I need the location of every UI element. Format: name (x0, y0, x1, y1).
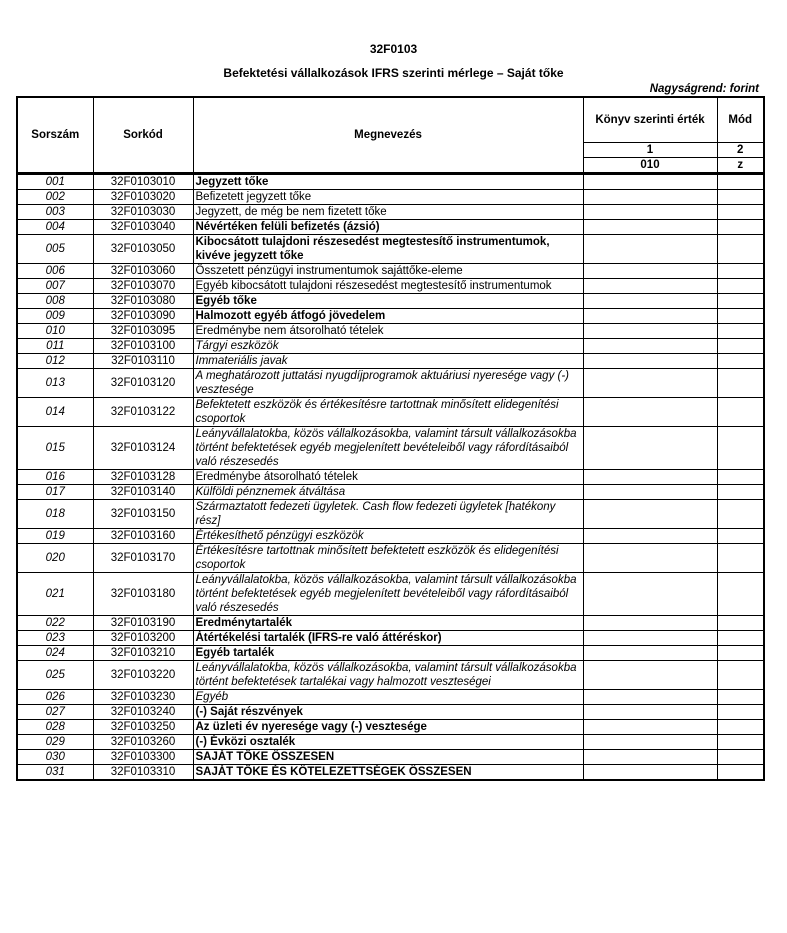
row-name: Az üzleti év nyeresége vagy (-) vesztesége (193, 720, 583, 735)
table-row (17, 529, 764, 544)
row-code: 32F0103050 (93, 235, 193, 264)
row-number: 016 (17, 470, 93, 485)
value-cell-mod[interactable] (717, 264, 764, 279)
value-cell-mod[interactable] (717, 616, 764, 631)
row-number: 029 (17, 735, 93, 750)
table-row (17, 398, 764, 427)
row-code: 32F0103260 (93, 735, 193, 750)
row-code: 32F0103140 (93, 485, 193, 500)
value-cell-mod[interactable] (717, 398, 764, 427)
row-number: 008 (17, 294, 93, 309)
table-row (17, 646, 764, 661)
value-cell-konyv[interactable] (583, 279, 717, 294)
table-row (17, 690, 764, 705)
value-cell-konyv[interactable] (583, 190, 717, 205)
table-row (17, 616, 764, 631)
row-name: Leányvállalatokba, közös vállalkozásokba, valamint társult vállalkozásokba történt befektetések egyéb megjelenített bevételeiből vagy ráfordításaiból való részesedés (193, 573, 583, 616)
row-name: Származtatott fedezeti ügyletek. Cash flow fedezeti ügyletek [hatékony rész] (193, 500, 583, 529)
value-cell-konyv[interactable] (583, 750, 717, 765)
row-code: 32F0103150 (93, 500, 193, 529)
row-code: 32F0103210 (93, 646, 193, 661)
col-header-konyv: Könyv szerinti érték (583, 97, 717, 143)
value-cell-mod[interactable] (717, 735, 764, 750)
row-name: Leányvállalatokba, közös vállalkozásokba, valamint társult vállalkozásokba történt befektetések egyéb megjelenített bevételeiből vagy ráfordításaiból való részesedés (193, 427, 583, 470)
row-number: 015 (17, 427, 93, 470)
table-row (17, 427, 764, 470)
table-row (17, 573, 764, 616)
value-cell-mod[interactable] (717, 720, 764, 735)
unit-label: Nagyságrend: forint (649, 83, 759, 95)
value-cell-konyv[interactable] (583, 735, 717, 750)
value-cell-mod[interactable] (717, 339, 764, 354)
value-cell-konyv[interactable] (583, 369, 717, 398)
value-cell-konyv[interactable] (583, 354, 717, 369)
value-cell-konyv[interactable] (583, 398, 717, 427)
value-cell-konyv[interactable] (583, 235, 717, 264)
value-cell-konyv[interactable] (583, 661, 717, 690)
value-cell-mod[interactable] (717, 294, 764, 309)
value-cell-konyv[interactable] (583, 500, 717, 529)
col-code-konyv: 010 (583, 158, 717, 174)
row-name: Leányvállalatokba, közös vállalkozásokba, valamint társult vállalkozásokba történt befektetések tartalékai vagy halmozott veszteségei (193, 661, 583, 690)
row-name: Eredménybe nem átsorolható tételek (193, 324, 583, 339)
value-cell-mod[interactable] (717, 646, 764, 661)
row-code: 32F0103040 (93, 220, 193, 235)
row-number: 014 (17, 398, 93, 427)
value-cell-konyv[interactable] (583, 616, 717, 631)
table-row (17, 264, 764, 279)
row-code: 32F0103180 (93, 573, 193, 616)
col-header-megnevezes: Megnevezés (193, 97, 583, 174)
value-cell-mod[interactable] (717, 661, 764, 690)
row-code: 32F0103230 (93, 690, 193, 705)
table-row (17, 190, 764, 205)
value-cell-mod[interactable] (717, 324, 764, 339)
table-row (17, 309, 764, 324)
row-code: 32F0103095 (93, 324, 193, 339)
value-cell-mod[interactable] (717, 205, 764, 220)
value-cell-konyv[interactable] (583, 529, 717, 544)
value-cell-mod[interactable] (717, 235, 764, 264)
table-row (17, 279, 764, 294)
row-code: 32F0103060 (93, 264, 193, 279)
value-cell-mod[interactable] (717, 573, 764, 616)
row-name: Külföldi pénznemek átváltása (193, 485, 583, 500)
row-number: 024 (17, 646, 93, 661)
table-row (17, 544, 764, 573)
row-name: Értékesítésre tartottnak minősített befektetett eszközök és elidegenítési csoportok (193, 544, 583, 573)
table-row (17, 174, 764, 190)
row-name: Befektetett eszközök és értékesítésre tartottnak minősített elidegenítési csoportok (193, 398, 583, 427)
row-number: 031 (17, 765, 93, 781)
row-code: 32F0103170 (93, 544, 193, 573)
value-cell-konyv[interactable] (583, 470, 717, 485)
table-row (17, 765, 764, 781)
row-name: Jegyzett tőke (193, 174, 583, 190)
table-row (17, 500, 764, 529)
value-cell-konyv[interactable] (583, 294, 717, 309)
value-cell-mod[interactable] (717, 690, 764, 705)
row-code: 32F0103200 (93, 631, 193, 646)
row-number: 006 (17, 264, 93, 279)
value-cell-konyv[interactable] (583, 485, 717, 500)
value-cell-konyv[interactable] (583, 765, 717, 781)
value-cell-mod[interactable] (717, 529, 764, 544)
table-row (17, 720, 764, 735)
row-number: 009 (17, 309, 93, 324)
table-row (17, 205, 764, 220)
row-code: 32F0103220 (93, 661, 193, 690)
table-row (17, 705, 764, 720)
row-code: 32F0103030 (93, 205, 193, 220)
row-number: 019 (17, 529, 93, 544)
value-cell-mod[interactable] (717, 220, 764, 235)
value-cell-konyv[interactable] (583, 427, 717, 470)
row-number: 004 (17, 220, 93, 235)
row-number: 005 (17, 235, 93, 264)
row-name: Eredménytartalék (193, 616, 583, 631)
row-number: 002 (17, 190, 93, 205)
row-code: 32F0103090 (93, 309, 193, 324)
value-cell-mod[interactable] (717, 544, 764, 573)
value-cell-konyv[interactable] (583, 324, 717, 339)
row-name: A meghatározott juttatási nyugdíjprogramok aktuáriusi nyeresége vagy (-) vesztesége (193, 369, 583, 398)
row-number: 026 (17, 690, 93, 705)
row-number: 010 (17, 324, 93, 339)
value-cell-mod[interactable] (717, 470, 764, 485)
value-cell-konyv[interactable] (583, 174, 717, 190)
row-name: Átértékelési tartalék (IFRS-re való áttéréskor) (193, 631, 583, 646)
row-number: 011 (17, 339, 93, 354)
table-row (17, 631, 764, 646)
table-row (17, 235, 764, 264)
row-number: 012 (17, 354, 93, 369)
col-number-konyv: 1 (583, 143, 717, 158)
table-row (17, 750, 764, 765)
row-code: 32F0103250 (93, 720, 193, 735)
row-number: 007 (17, 279, 93, 294)
row-code: 32F0103190 (93, 616, 193, 631)
row-number: 023 (17, 631, 93, 646)
row-number: 021 (17, 573, 93, 616)
table-row (17, 661, 764, 690)
value-cell-konyv[interactable] (583, 631, 717, 646)
row-name: Befizetett jegyzett tőke (193, 190, 583, 205)
row-number: 028 (17, 720, 93, 735)
row-number: 003 (17, 205, 93, 220)
row-name: Egyéb tőke (193, 294, 583, 309)
row-number: 025 (17, 661, 93, 690)
col-number-mod: 2 (717, 143, 764, 158)
row-name: SAJÁT TŐKE ÖSSZESEN (193, 750, 583, 765)
value-cell-mod[interactable] (717, 354, 764, 369)
row-number: 018 (17, 500, 93, 529)
value-cell-konyv[interactable] (583, 690, 717, 705)
row-name: Névértéken felüli befizetés (ázsió) (193, 220, 583, 235)
table-header (17, 97, 764, 174)
row-code: 32F0103010 (93, 174, 193, 190)
row-name: Eredménybe átsorolható tételek (193, 470, 583, 485)
row-number: 017 (17, 485, 93, 500)
row-code: 32F0103240 (93, 705, 193, 720)
value-cell-mod[interactable] (717, 705, 764, 720)
col-header-mod: Mód (717, 97, 764, 143)
row-code: 32F0103122 (93, 398, 193, 427)
row-name: Tárgyi eszközök (193, 339, 583, 354)
row-name: SAJÁT TŐKE ÉS KÖTELEZETTSÉGEK ÖSSZESEN (193, 765, 583, 781)
row-number: 027 (17, 705, 93, 720)
document-title: Befektetési vállalkozások IFRS szerinti mérlege – Saját tőke (223, 66, 564, 80)
row-name: Összetett pénzügyi instrumentumok sajáttőke-eleme (193, 264, 583, 279)
table-row (17, 339, 764, 354)
value-cell-konyv[interactable] (583, 264, 717, 279)
row-name: Értékesíthető pénzügyi eszközök (193, 529, 583, 544)
table-row (17, 470, 764, 485)
value-cell-konyv[interactable] (583, 646, 717, 661)
row-code: 32F0103310 (93, 765, 193, 781)
row-name: Egyéb tartalék (193, 646, 583, 661)
row-code: 32F0103070 (93, 279, 193, 294)
table-body (17, 174, 764, 781)
row-name: (-) Évközi osztalék (193, 735, 583, 750)
table-row (17, 485, 764, 500)
row-name: Immateriális javak (193, 354, 583, 369)
row-code: 32F0103120 (93, 369, 193, 398)
row-number: 020 (17, 544, 93, 573)
row-name: Jegyzett, de még be nem fizetett tőke (193, 205, 583, 220)
row-name: Kibocsátott tulajdoni részesedést megtestesítő instrumentumok, kivéve jegyzett tőke (193, 235, 583, 264)
form-code: 32F0103 (369, 42, 418, 56)
table-row (17, 220, 764, 235)
row-code: 32F0103020 (93, 190, 193, 205)
value-cell-mod[interactable] (717, 485, 764, 500)
value-cell-konyv[interactable] (583, 339, 717, 354)
balance-sheet-table (16, 96, 765, 781)
value-cell-mod[interactable] (717, 631, 764, 646)
value-cell-konyv[interactable] (583, 573, 717, 616)
value-cell-mod[interactable] (717, 427, 764, 470)
value-cell-konyv[interactable] (583, 544, 717, 573)
value-cell-mod[interactable] (717, 750, 764, 765)
row-name: Egyéb kibocsátott tulajdoni részesedést megtestesítő instrumentumok (193, 279, 583, 294)
row-code: 32F0103300 (93, 750, 193, 765)
table-row (17, 324, 764, 339)
table-row (17, 369, 764, 398)
col-header-sorszam: Sorszám (17, 97, 93, 174)
value-cell-konyv[interactable] (583, 705, 717, 720)
row-code: 32F0103160 (93, 529, 193, 544)
value-cell-konyv[interactable] (583, 309, 717, 324)
col-code-mod: z (717, 158, 764, 174)
row-name: Egyéb (193, 690, 583, 705)
row-number: 022 (17, 616, 93, 631)
row-number: 013 (17, 369, 93, 398)
value-cell-mod[interactable] (717, 279, 764, 294)
row-name: (-) Saját részvények (193, 705, 583, 720)
col-header-sorkod: Sorkód (93, 97, 193, 174)
row-number: 030 (17, 750, 93, 765)
value-cell-mod[interactable] (717, 190, 764, 205)
value-cell-mod[interactable] (717, 174, 764, 190)
value-cell-mod[interactable] (717, 500, 764, 529)
row-code: 32F0103124 (93, 427, 193, 470)
table-row (17, 735, 764, 750)
row-code: 32F0103110 (93, 354, 193, 369)
value-cell-mod[interactable] (717, 309, 764, 324)
value-cell-mod[interactable] (717, 765, 764, 781)
table-row (17, 294, 764, 309)
row-code: 32F0103128 (93, 470, 193, 485)
value-cell-mod[interactable] (717, 369, 764, 398)
row-code: 32F0103080 (93, 294, 193, 309)
table-row (17, 354, 764, 369)
value-cell-konyv[interactable] (583, 205, 717, 220)
value-cell-konyv[interactable] (583, 720, 717, 735)
row-number: 001 (17, 174, 93, 190)
row-code: 32F0103100 (93, 339, 193, 354)
row-name: Halmozott egyéb átfogó jövedelem (193, 309, 583, 324)
value-cell-konyv[interactable] (583, 220, 717, 235)
